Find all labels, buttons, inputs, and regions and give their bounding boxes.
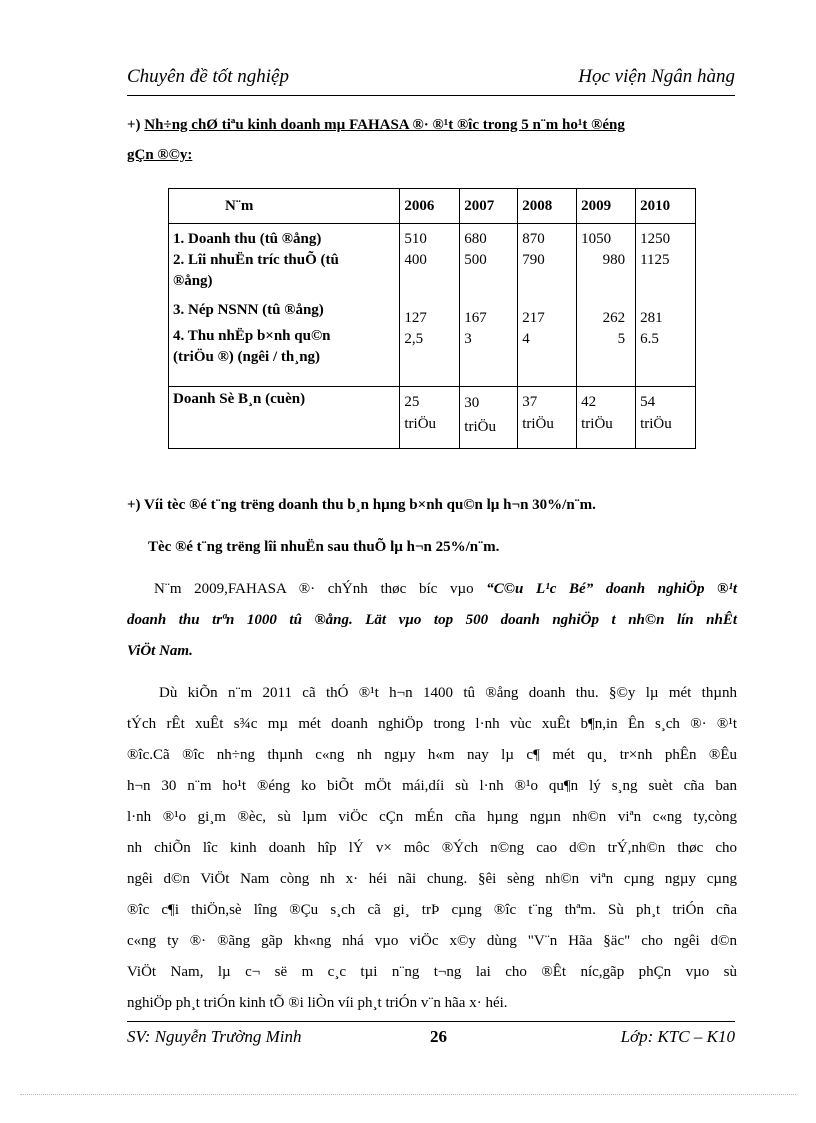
values-2007-cell (460, 224, 518, 387)
values-2009-cell (577, 224, 636, 387)
value-cell: 25 (404, 394, 420, 410)
body-line: h¬n 30 n¨m ho¹t ®éng ko biÕt mÖt mái,díi sù l·nh ®¹o qu¶n lý s¸ng suèt cña ban (127, 778, 737, 794)
value-cell: 680 (464, 231, 487, 247)
indicator-label-1: 1. Doanh thu (tû ®ång) (173, 231, 322, 247)
unit-cell: triÖu (640, 416, 672, 432)
value-cell: 4 (522, 331, 530, 347)
value-cell: 37 (522, 394, 538, 410)
indicator-labels-cell (169, 224, 400, 387)
club-text: N¨m 2009,FAHASA ®· chÝnh thøc bíc vµo (154, 581, 487, 597)
indicator-label-2b: ®ång) (173, 273, 213, 289)
value-cell: 980 (602, 252, 626, 268)
value-cell: 42 (581, 394, 597, 410)
value-cell: 167 (464, 310, 487, 326)
value-cell: 262 (602, 310, 626, 326)
body-line: tÝch rÊt xuÊt s¾c mµ mét doanh nghiÖp trong l·nh vùc xuÊt b¶n,in Ên s¸ch ®· ®¹t (127, 716, 737, 732)
table-header-row (169, 189, 696, 224)
copies-2010-cell (636, 387, 696, 449)
body-line: ®îc c¶i thiÖn,sè lîng ®Çu s¸ch cã gi¸ trÞ cµng ®îc t¨ng thªm. Sù ph¸t triÓn cña (127, 902, 737, 918)
value-cell: 3 (464, 331, 472, 347)
value-cell: 500 (464, 252, 487, 268)
value-cell: 30 (464, 395, 480, 411)
copies-label-cell: Doanh Sè B¸n (cuèn) (169, 387, 400, 449)
page-number: 26 (430, 1027, 447, 1046)
body-line: Dù kiÕn n¨m 2011 cã thÓ ®¹t h¬n 1400 tû ®ång doanh thu. §©y lµ mét thµnh (159, 685, 737, 701)
body-line: ngêi d©n ViÖt Nam còng nh x· héi nãi chung. §êi sèng nh©n viªn cµng ngµy cµng (127, 871, 737, 887)
page-bottom-divider (20, 1094, 796, 1095)
unit-cell: triÖu (522, 416, 554, 432)
year-cell: 2008 (518, 189, 577, 224)
body-line: ViÖt Nam, lµ c¬ së m c¸c tµi n¨ng t¬ng lai cho ®Êt níc,gãp phÇn vµo sù (127, 964, 737, 980)
copies-2006-cell (400, 387, 460, 449)
business-indicators-table (168, 188, 696, 449)
year-cell: 2009 (577, 189, 636, 224)
copies-2008-cell (518, 387, 577, 449)
body-line: nghiÖp ph¸t triÓn kinh tÕ ®i liÒn víi ph¸t triÓn v¨n hãa x· héi. (127, 995, 508, 1011)
values-2006-cell (400, 224, 460, 387)
table-copies-row (169, 387, 696, 449)
growth-profit-line: Tèc ®é t¨ng trëng lîi nhuËn sau thuÕ lµ h¬n 25%/n¨m. (148, 539, 500, 555)
value-cell: 6.5 (640, 331, 659, 347)
value-cell: 54 (640, 394, 656, 410)
value-cell: 281 (640, 310, 663, 326)
footer-class: Lớp: KTC – K10 (620, 1027, 735, 1046)
body-line: ®îc.Cã ®îc nh÷ng thµnh c«ng nh ngµy h«m nay lµ c¶ mét qu¸ tr×nh phÊn ®Êu (127, 747, 737, 763)
header-left: Chuyên đề tốt nghiệp (127, 66, 289, 87)
indicator-label-4b: (triÖu ®) (ngêi / th¸ng) (173, 349, 321, 365)
body-line: l·nh ®¹o gi¸m ®èc, sù lµm viÖc cÇn mÉn cña hµng ngµn nh©n viªn c«ng ty,còng (127, 809, 737, 825)
value-cell: 2,5 (404, 331, 424, 347)
header-right: Học viện Ngân hàng (578, 66, 735, 87)
growth-revenue-line: +) Víi tèc ®é t¨ng trëng doanh thu b¸n hµng b×nh qu©n lµ h¬n 30%/n¨m. (127, 497, 596, 513)
heading-prefix: +) (127, 117, 145, 133)
year-cell: 2006 (400, 189, 460, 224)
section-heading-line-2 (127, 147, 737, 164)
year-cell: 2007 (460, 189, 518, 224)
heading-text-2: gÇn ®©y: (127, 147, 193, 163)
value-cell: 510 (404, 231, 427, 247)
value-cell: 5 (617, 331, 626, 347)
copies-2009-cell (577, 387, 636, 449)
table-indicators-row (169, 224, 696, 387)
unit-cell: triÖu (464, 419, 496, 435)
section-heading-line-1 (127, 117, 737, 134)
unit-cell: triÖu (404, 416, 437, 432)
value-cell: 1125 (640, 252, 670, 268)
values-2008-cell (518, 224, 577, 387)
indicator-label-3: 3. Nép NSNN (tû ®ång) (173, 302, 324, 318)
unit-cell: triÖu (581, 416, 613, 432)
club-emphasis-1: “C©u L¹c Bé” doanh nghiÖp ®¹t (486, 581, 737, 597)
value-cell: 790 (522, 252, 545, 268)
value-cell: 870 (522, 231, 545, 247)
copies-2007-cell (460, 387, 518, 449)
page-header (127, 66, 735, 96)
indicator-label-2a: 2. Lîi nhuËn tríc thuÕ (tû (173, 252, 339, 268)
club-paragraph-line-2: doanh thu trªn 1000 tû ®ång. Lät vµo top 500 doanh nghiÖp t nh©n lín nhÊt (127, 612, 737, 628)
value-cell: 1250 (640, 231, 671, 247)
year-label-cell: N¨m (169, 189, 400, 224)
value-cell: 217 (522, 310, 545, 326)
body-line: c«ng ty ®· ®ãng gãp kh«ng nhá vµo viÖc x©y dùng "V¨n Hãa §äc" cho ngêi d©n (127, 933, 737, 949)
value-cell: 400 (404, 252, 427, 268)
club-paragraph-line-3: ViÖt Nam. (127, 643, 193, 659)
value-cell: 127 (404, 310, 427, 326)
year-cell: 2010 (636, 189, 696, 224)
value-cell: 1050 (581, 231, 612, 247)
footer-rule (127, 1021, 735, 1022)
heading-text-1: Nh÷ng chØ tiªu kinh doanh mµ FAHASA ®· ®¹t ®îc trong 5 n¨m ho¹t ®éng (144, 117, 625, 133)
footer-author: SV: Nguyễn Trường Minh (127, 1027, 302, 1046)
indicator-label-4a: 4. Thu nhËp b×nh qu©n (173, 328, 331, 344)
values-2010-cell (636, 224, 696, 387)
club-paragraph-line-1 (154, 581, 737, 598)
body-line: nh chiÕn lîc kinh doanh hîp lÝ v× môc ®Ých n©ng cao d©n trÝ,nh©n thøc cho (127, 840, 737, 856)
header-rule (127, 95, 735, 96)
